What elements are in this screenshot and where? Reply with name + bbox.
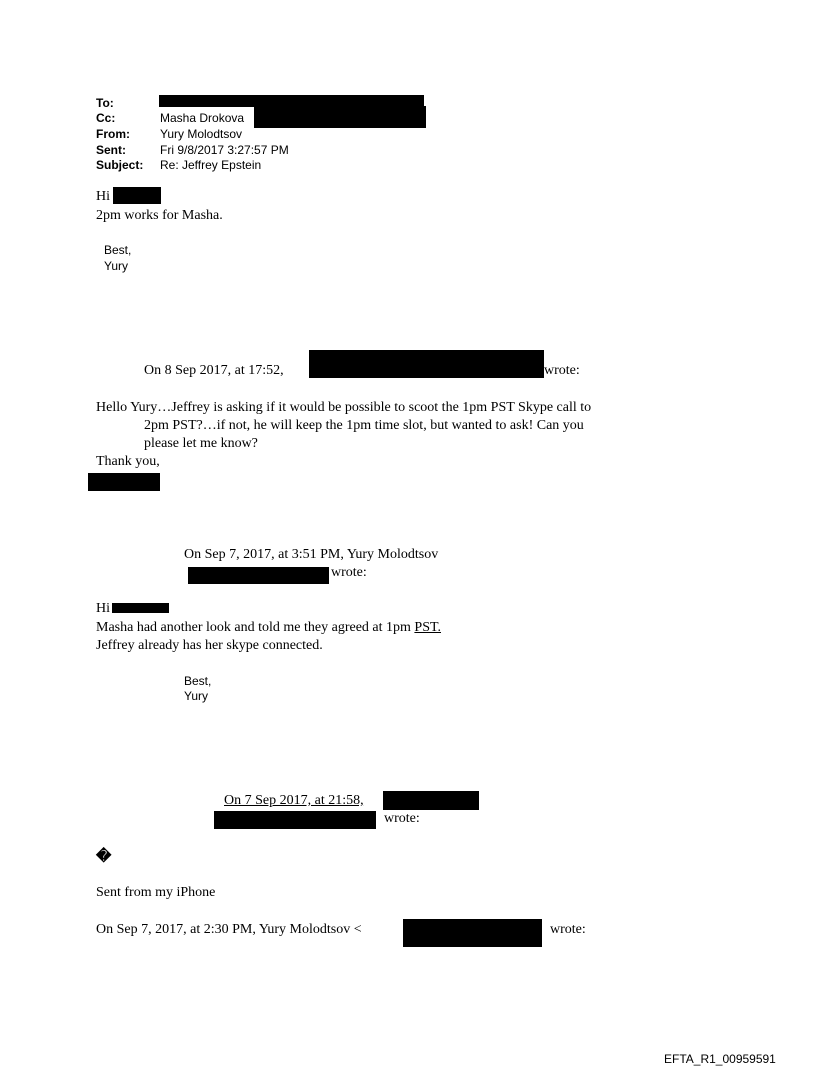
redaction-signature xyxy=(88,473,160,491)
quote-line: 2pm PST?…if not, he will keep the 1pm time slot, but wanted to ask! Can you xyxy=(144,418,584,433)
from-label: From: xyxy=(96,127,130,141)
quote-intro-end: wrote: xyxy=(544,363,580,378)
quote-line: Jeffrey already has her skype connected. xyxy=(96,638,323,653)
signature-name: Yury xyxy=(104,259,129,273)
cc-label: Cc: xyxy=(96,111,116,125)
redaction-cc xyxy=(254,106,426,128)
redaction-email xyxy=(403,919,542,947)
redaction-email xyxy=(188,567,329,584)
replacement-glyph: � xyxy=(96,849,112,865)
sent-label: Sent: xyxy=(96,143,126,157)
redaction-sender xyxy=(309,350,544,378)
quote-intro: On Sep 7, 2017, at 3:51 PM, Yury Molodtsov xyxy=(184,547,439,562)
redaction-email xyxy=(214,811,376,829)
quote-intro-end: wrote: xyxy=(384,811,420,826)
quote-intro: On 8 Sep 2017, at 17:52, xyxy=(144,363,284,378)
cc-value: Masha Drokova xyxy=(160,111,245,125)
pst-link: PST. xyxy=(414,620,441,635)
signature-best: Best, xyxy=(104,243,132,257)
sent-from: Sent from my iPhone xyxy=(96,885,216,900)
to-label: To: xyxy=(96,96,114,110)
document-id: EFTA_R1_00959591 xyxy=(664,1052,776,1066)
sent-value: Fri 9/8/2017 3:27:57 PM xyxy=(160,143,289,157)
quote-intro-end: wrote: xyxy=(331,565,367,580)
subject-label: Subject: xyxy=(96,158,144,172)
signature-best: Best, xyxy=(184,674,212,688)
quote-intro: On 7 Sep 2017, at 21:58, xyxy=(224,793,364,808)
greeting: Hi xyxy=(96,601,110,616)
quote-thanks: Thank you, xyxy=(96,454,160,469)
greeting: Hi xyxy=(96,189,110,204)
quote-line: Hello Yury…Jeffrey is asking if it would be possible to scoot the 1pm PST Skype call to xyxy=(96,400,592,415)
redaction-sender xyxy=(383,791,479,810)
reply-line: 2pm works for Masha. xyxy=(96,208,223,223)
quote-line: Masha had another look and told me they agreed at 1pm PST. xyxy=(96,620,441,635)
redaction-greeting-name xyxy=(113,187,161,204)
quote-intro: On Sep 7, 2017, at 2:30 PM, Yury Molodtsov < xyxy=(96,922,362,937)
quote-line: please let me know? xyxy=(144,436,258,451)
subject-value: Re: Jeffrey Epstein xyxy=(160,158,262,172)
redaction-greeting-name xyxy=(112,603,169,613)
from-value: Yury Molodtsov xyxy=(160,127,243,141)
signature-name: Yury xyxy=(184,689,209,703)
quote-intro-end: wrote: xyxy=(550,922,586,937)
